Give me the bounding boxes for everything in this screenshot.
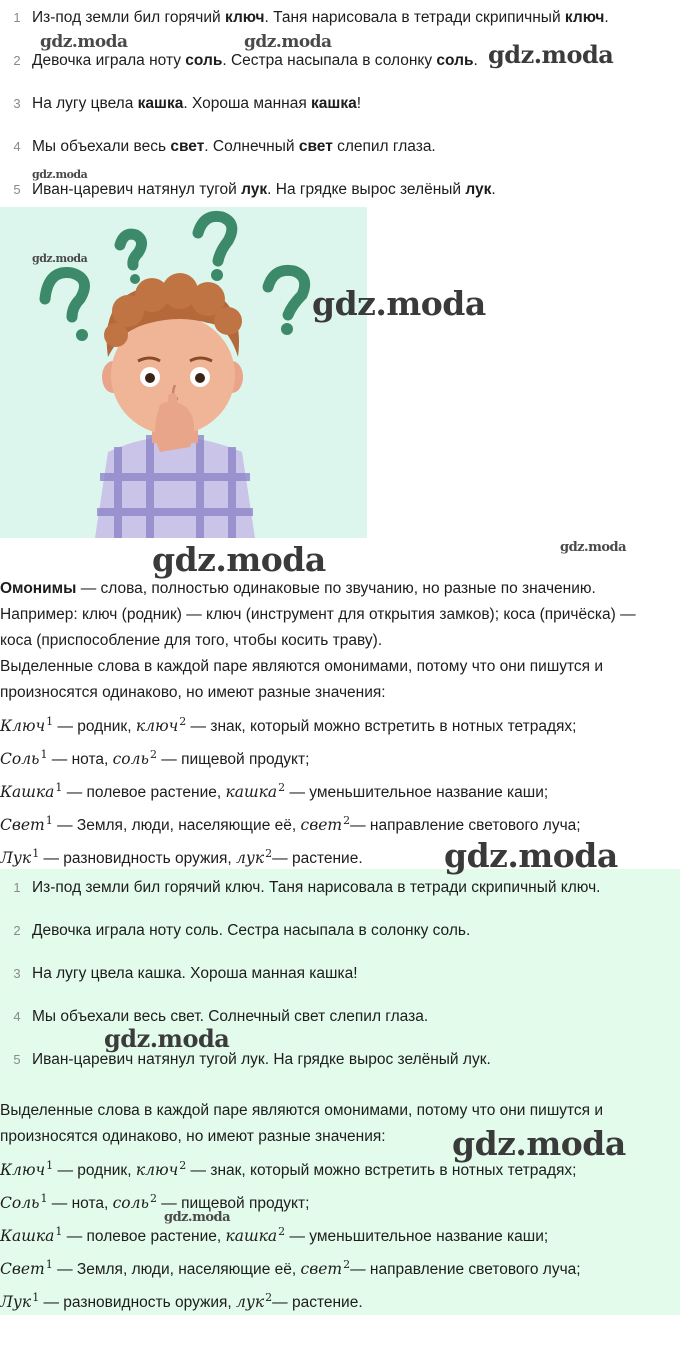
watermark: gdz.moda — [312, 284, 486, 323]
item-number: 3 — [13, 966, 21, 981]
answer-explanation-line-2: произносятся одинаково, но имеют разные значения: — [0, 1128, 386, 1145]
watermark: gdz.moda — [104, 1024, 230, 1053]
item-number: 4 — [13, 139, 21, 154]
watermark: gdz.moda — [452, 1124, 626, 1163]
item-number: 4 — [13, 1009, 21, 1024]
meaning-row: Свет$^1$ — Земля, люди, населяющие её, свет$^2$— направление светового луча; — [0, 1258, 581, 1278]
meaning-row: Соль$^1$ — нота, соль$^2$ — пищевой продукт; — [0, 1192, 310, 1212]
watermark: gdz.moda — [40, 32, 128, 52]
item-number: 2 — [13, 923, 21, 938]
meaning-row: Лук$^1$ — разновидность оружия, лук$^2$— растение. — [0, 1291, 363, 1311]
explanation-line-2: произносятся одинаково, но имеют разные значения: — [0, 684, 386, 701]
answer-explanation-line: Выделенные слова в каждой паре являются омонимами, потому что они пишутся и — [0, 1102, 604, 1119]
item-number: 1 — [13, 880, 21, 895]
item-number: 1 — [13, 10, 21, 25]
definition-example-cont: коса (приспособление для того, чтобы косить траву). — [0, 632, 383, 649]
watermark: gdz.moda — [164, 1210, 231, 1225]
meaning-row: Кашка$^1$ — полевое растение, кашка$^2$ — уменьшительное название каши; — [0, 1225, 549, 1245]
meaning-row: Лук$^1$ — разновидность оружия, лук$^2$— растение. — [0, 847, 363, 867]
meaning-row: Соль$^1$ — нота, соль$^2$ — пищевой продукт; — [0, 748, 310, 768]
watermark: gdz.moda — [32, 168, 88, 181]
meaning-row: Ключ$^1$ — родник, ключ$^2$ — знак, который можно встретить в нотных тетрадях; — [0, 715, 577, 735]
watermark: gdz.moda — [488, 40, 614, 69]
watermark: gdz.moda — [560, 540, 627, 555]
watermark: gdz.moda — [32, 252, 88, 265]
watermark: gdz.moda — [444, 836, 618, 875]
item-number: 5 — [13, 1052, 21, 1067]
watermark: gdz.moda — [152, 540, 326, 579]
definition-line: Омонимы — слова, полностью одинаковые по звучанию, но разные по значению. — [0, 580, 596, 597]
definition-example: Например: ключ (родник) — ключ (инструмент для открытия замков); коса (причёска) — — [0, 606, 636, 623]
item-number: 5 — [13, 182, 21, 197]
item-number: 2 — [13, 53, 21, 68]
term-omonimy: Омонимы — [0, 580, 77, 597]
meaning-row: Кашка$^1$ — полевое растение, кашка$^2$ — уменьшительное название каши; — [0, 781, 549, 801]
answer-panel: 1 Из-под земли бил горячий ключ. Таня нарисовала в тетради скрипичный ключ. 2 Девочка играла ноту соль. Сестра насыпала в солонку соль. 3 На лугу цвела кашка. Хороша манная кашка! 4 Мы объехали весь свет. Солнечный свет слепил глаза. 5 Иван-царевич натянул тугой лук. На грядке вырос зелёный лук. Выделенные слова в каждой паре являются омонимами, потому что они пишутся и произносятся одинаково, но имеют разные значения: Ключ$^1$ — родник, ключ$^2$ — знак, который можно встретить в нотных тетрадях; Соль$^1$ — нота, соль$^2$ — пищевой продукт; Кашка$^1$ — полевое растение, кашка$^2$ — уменьшительное название каши; Свет$^1$ — Земля, люди, населяющие её, свет$^2$— направление светового луча; Лук$^1$ — разновидность оружия, лук$^2$— растение. — [0, 869, 680, 1315]
meaning-row: Свет$^1$ — Земля, люди, населяющие её, свет$^2$— направление светового луча; — [0, 814, 581, 834]
watermark: gdz.moda — [244, 32, 332, 52]
explanation-line: Выделенные слова в каждой паре являются омонимами, потому что они пишутся и — [0, 658, 604, 675]
item-number: 3 — [13, 96, 21, 111]
meaning-row: Ключ$^1$ — родник, ключ$^2$ — знак, который можно встретить в нотных тетрадях; — [0, 1159, 577, 1179]
